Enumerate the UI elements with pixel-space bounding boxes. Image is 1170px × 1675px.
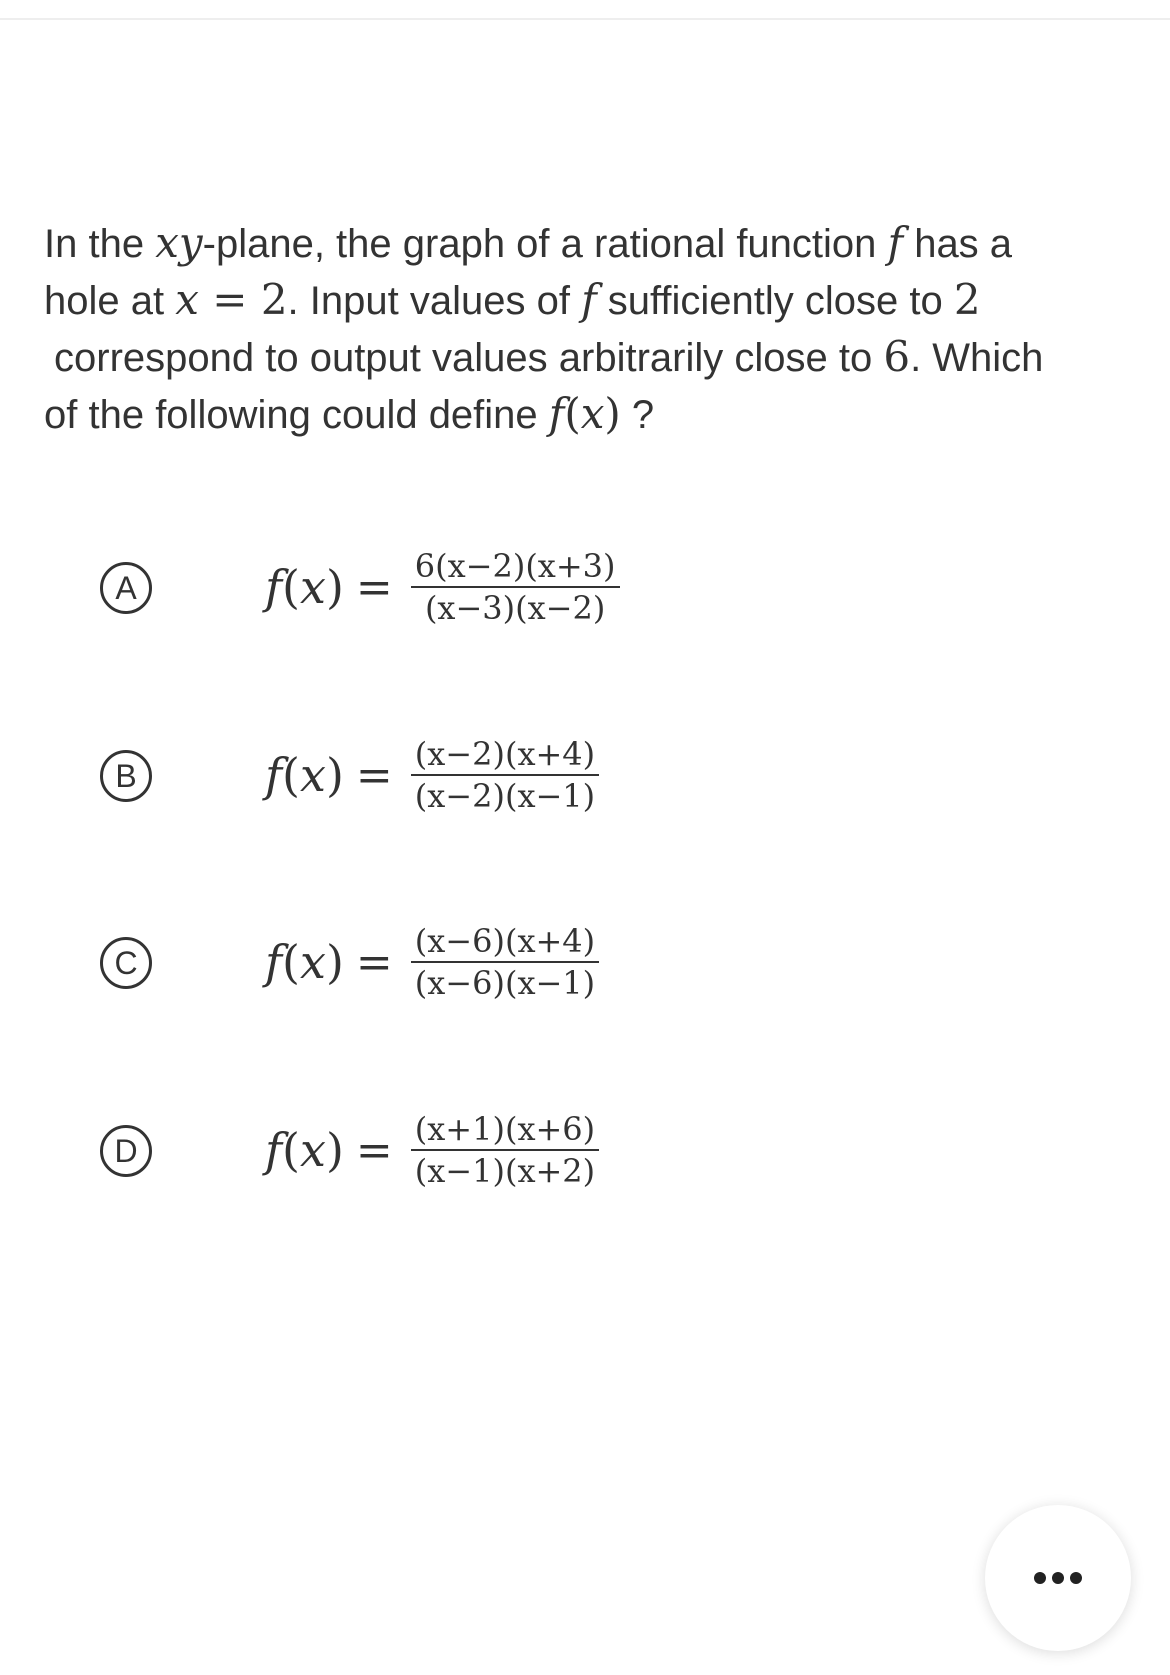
equals-sign: = <box>355 749 393 801</box>
math-variable: x <box>175 275 199 324</box>
math-variable: f <box>548 389 565 438</box>
choice-letter-badge[interactable]: C <box>100 937 152 989</box>
fraction-numerator: 6(x−2)(x+3) <box>414 547 616 585</box>
fraction-bar <box>411 586 620 588</box>
function-lhs <box>265 748 344 802</box>
fraction-denominator: (x−6)(x−1) <box>414 964 596 1002</box>
fraction-bar <box>411 961 599 963</box>
text-segment: of the following could define <box>44 393 549 437</box>
question-line-1 <box>44 215 1124 272</box>
math-paren: ) <box>325 935 344 989</box>
math-variable: f <box>265 1123 283 1177</box>
dot <box>1070 1572 1082 1584</box>
fraction-denominator: (x−2)(x−1) <box>414 777 596 815</box>
more-horizontal-icon <box>1034 1572 1082 1584</box>
choice-expression <box>265 907 599 1017</box>
answer-choice-d[interactable] <box>100 1095 900 1205</box>
question-text <box>44 215 1124 443</box>
equals-sign: = <box>355 936 393 988</box>
math-variable: x <box>299 1123 326 1177</box>
fraction-numerator: (x−2)(x+4) <box>414 735 596 773</box>
function-lhs <box>265 1123 344 1177</box>
math-paren: ( <box>564 389 581 438</box>
fraction-numerator: (x−6)(x+4) <box>414 922 596 960</box>
text-segment: In the <box>44 222 156 266</box>
math-variable: f <box>265 560 283 614</box>
text-segment: sufficiently close to <box>596 279 954 323</box>
function-lhs <box>265 560 344 614</box>
fraction <box>411 547 620 627</box>
math-number: 6 <box>883 332 911 381</box>
fraction <box>411 735 599 815</box>
math-variable: xy <box>155 218 203 267</box>
choice-expression <box>265 532 620 642</box>
math-variable: f <box>887 218 904 267</box>
math-number: 2 <box>953 275 981 324</box>
top-divider <box>0 18 1170 20</box>
math-variable: x <box>299 748 326 802</box>
answer-choice-b[interactable] <box>100 720 900 830</box>
math-variable: f <box>265 935 283 989</box>
math-paren: ( <box>282 935 300 989</box>
equals-sign: = <box>355 1124 393 1176</box>
text-segment: hole at <box>44 279 176 323</box>
equals-sign: = <box>355 561 393 613</box>
math-variable: f <box>265 748 283 802</box>
math-variable: f <box>581 275 597 324</box>
function-lhs <box>265 935 344 989</box>
fraction-bar <box>411 1149 599 1151</box>
fraction-bar <box>411 774 599 776</box>
text-segment: . Input values of <box>287 279 582 323</box>
answer-choice-a[interactable] <box>100 532 900 642</box>
more-options-button[interactable] <box>985 1505 1131 1651</box>
fraction-denominator: (x−1)(x+2) <box>414 1152 596 1190</box>
text-segment: has a <box>903 222 1013 266</box>
math-paren: ) <box>604 389 621 438</box>
answer-choice-c[interactable] <box>100 907 900 1017</box>
choice-expression <box>265 1095 599 1205</box>
fraction <box>411 922 599 1002</box>
text-segment: ? <box>620 393 655 437</box>
choice-expression <box>265 720 599 830</box>
question-line-2 <box>44 272 1124 329</box>
choice-letter-badge[interactable]: D <box>100 1125 152 1177</box>
dot <box>1052 1572 1064 1584</box>
dot <box>1034 1572 1046 1584</box>
choice-letter-badge[interactable]: B <box>100 750 152 802</box>
fraction-numerator: (x+1)(x+6) <box>414 1110 596 1148</box>
fraction-denominator: (x−3)(x−2) <box>424 589 606 627</box>
math-paren: ( <box>282 748 300 802</box>
text-segment: -plane, the graph of a rational function <box>202 222 888 266</box>
fraction <box>411 1110 599 1190</box>
math-paren: ( <box>282 560 300 614</box>
question-line-4 <box>44 386 1124 443</box>
text-segment: . Which <box>910 336 1044 380</box>
choice-letter-badge[interactable]: A <box>100 562 152 614</box>
math-paren: ) <box>325 560 344 614</box>
text-segment: correspond to output values arbitrarily close to <box>54 336 884 380</box>
math-paren: ) <box>325 1123 344 1177</box>
question-line-3 <box>44 329 1124 386</box>
math-operator: = <box>198 275 261 324</box>
math-variable: x <box>299 935 326 989</box>
math-variable: x <box>299 560 326 614</box>
math-variable: x <box>580 389 605 438</box>
math-paren: ) <box>325 748 344 802</box>
math-number: 2 <box>260 275 288 324</box>
math-paren: ( <box>282 1123 300 1177</box>
